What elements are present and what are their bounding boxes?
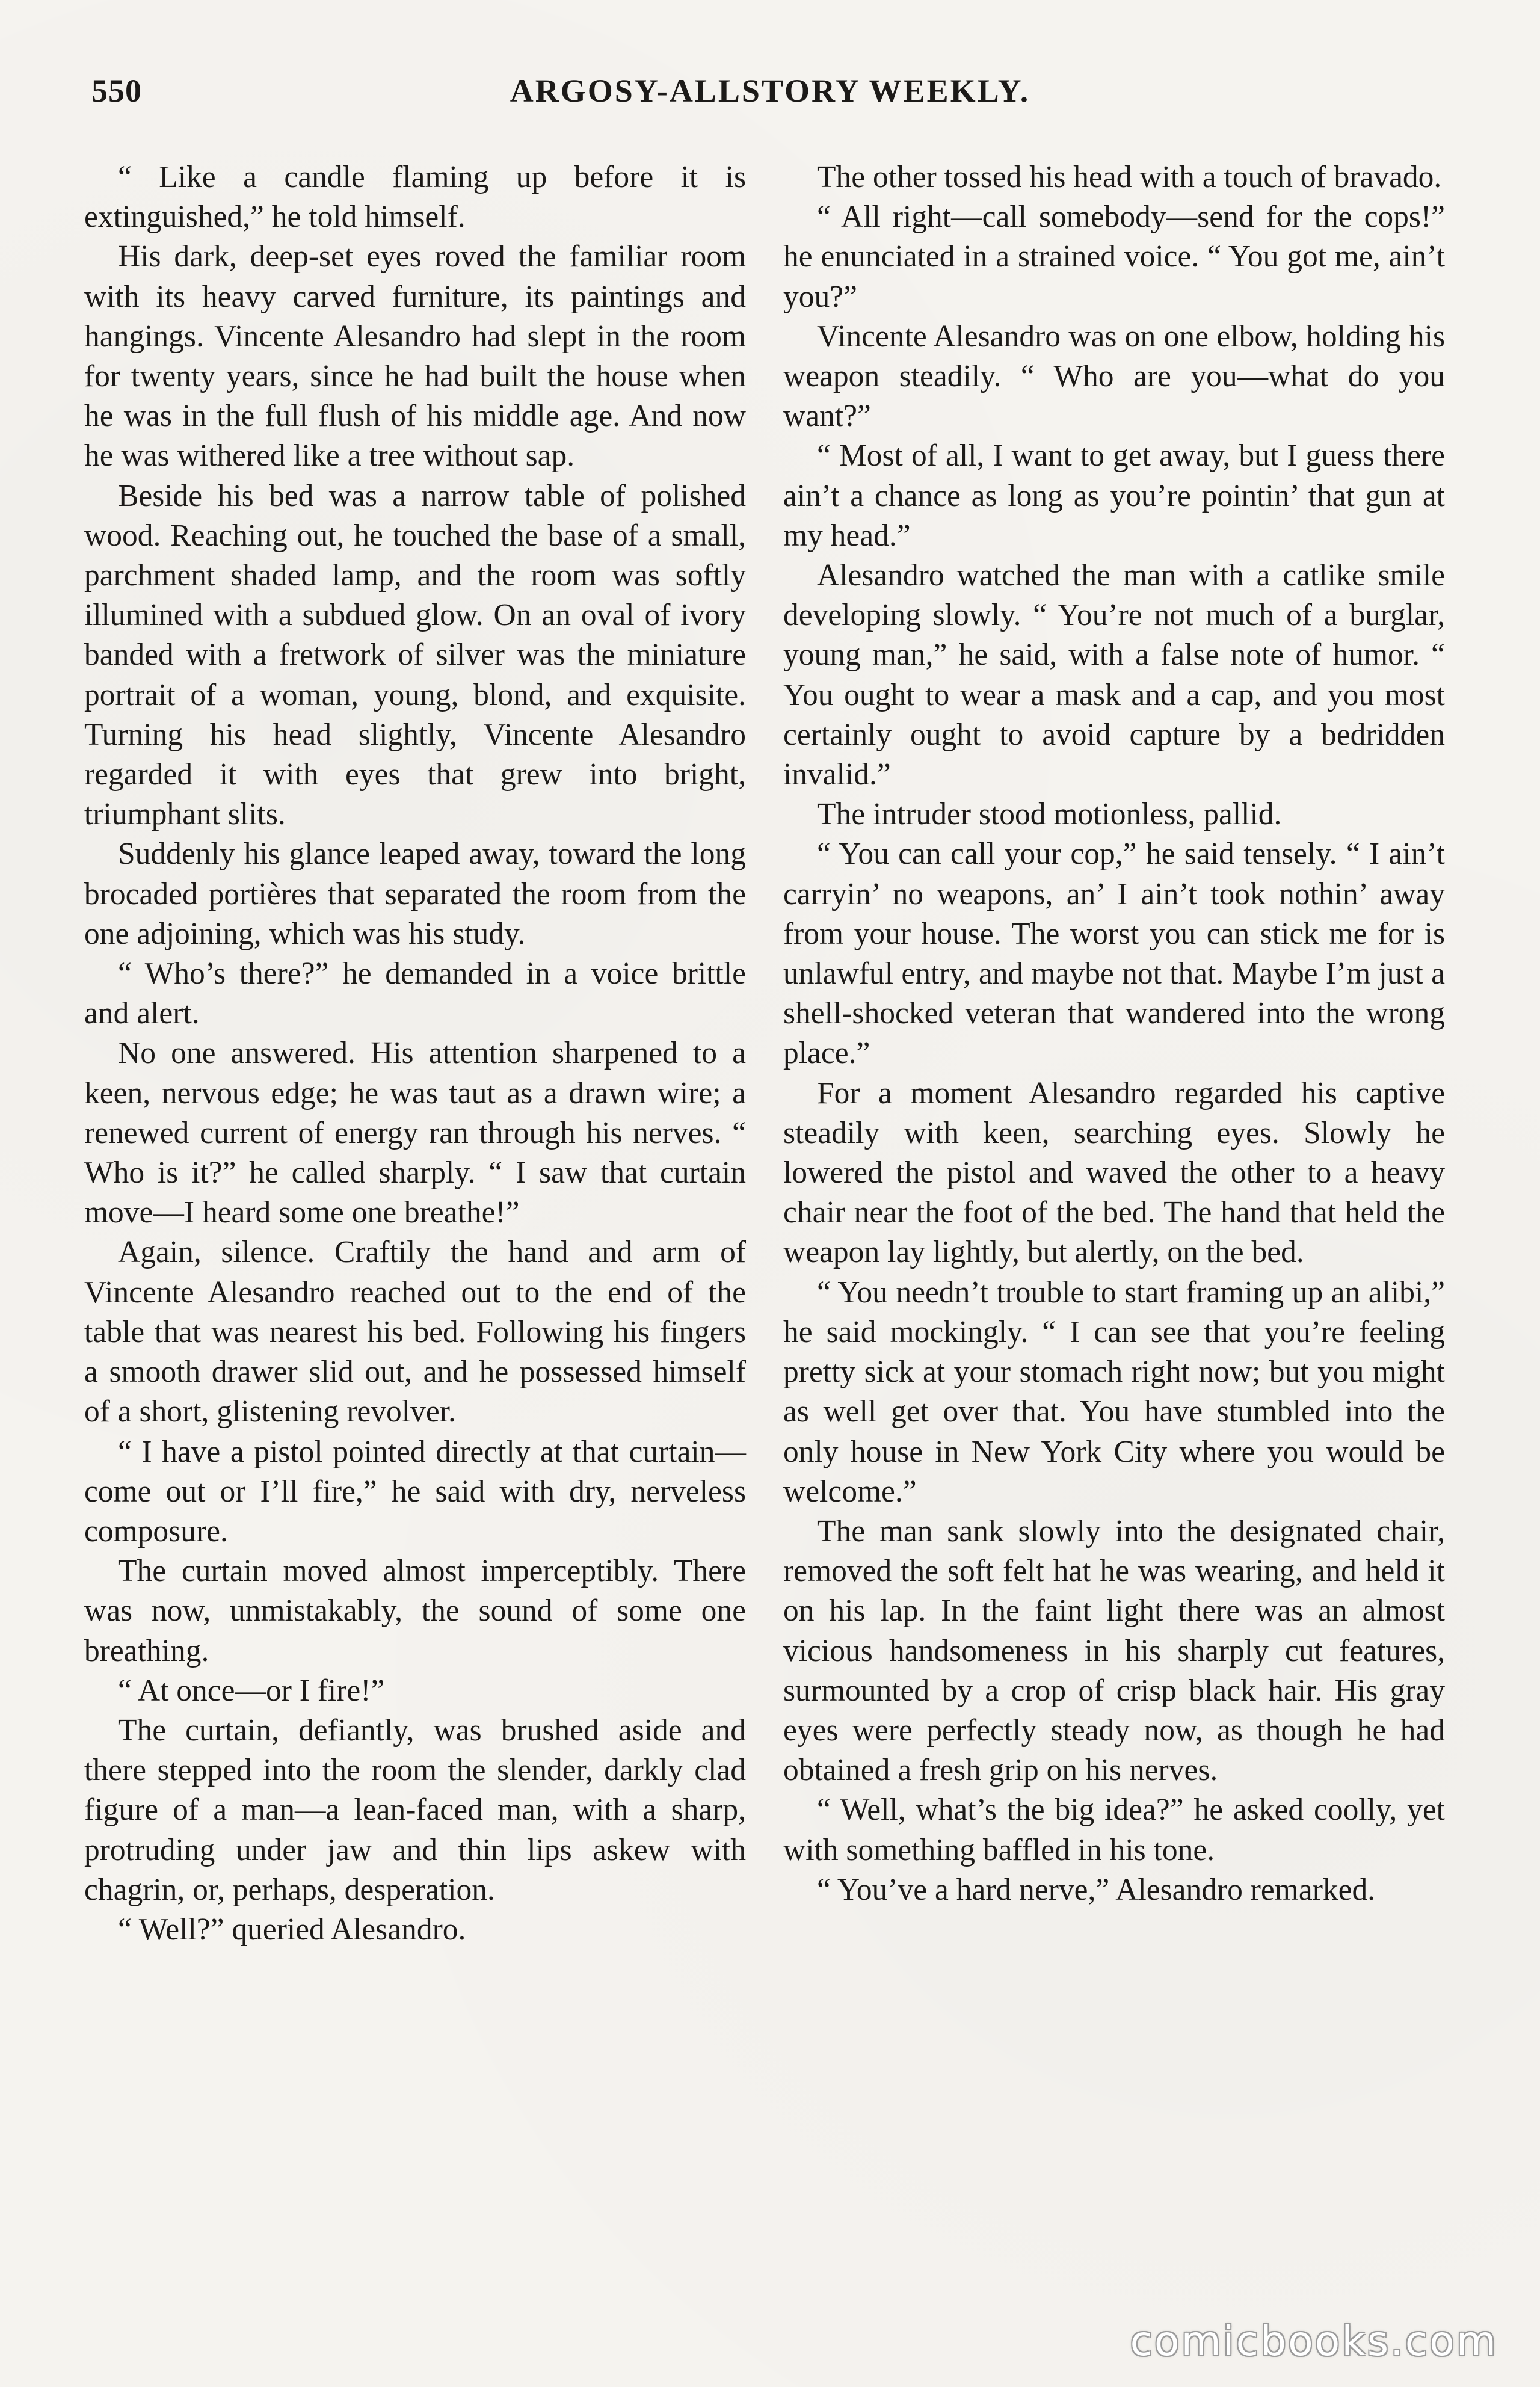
paragraph: The curtain moved almost imperceptibly. There was now, unmistakably, the sound of some one breathing. [84, 1554, 746, 1668]
paragraph: For a moment Alesandro regarded his captive steadily with keen, searching eyes. Slowly he lowered the pistol and waved the other to a heavy chair near the foot of the bed. The hand that held the weapon lay lightly, but alertly, on the bed. [783, 1076, 1445, 1270]
paragraph: “ You needn’t trouble to start framing up an alibi,” he said mockingly. “ I can see that you’re feeling pretty sick at your stomach right now; but you might as well get over that. You have stumbled into the only house in New York City where you would be welcome.” [783, 1275, 1445, 1509]
paragraph: The other tossed his head with a touch of bravado. [817, 160, 1442, 194]
paragraph: “ Who’s there?” he demanded in a voice brittle and alert. [84, 956, 746, 1031]
page-number: 550 [91, 73, 142, 109]
paragraph: Vincente Alesandro was on one elbow, holding his weapon steadily. “ Who are you—what do you want?” [783, 319, 1445, 434]
paragraph: Beside his bed was a narrow table of polished wood. Reaching out, he touched the base of a small, parchment shaded lamp, and the room was softly illumined with a subdued glow. On an oval of ivory banded with a fretwork of silver was the miniature portrait of a woman, young, blond, and exquisite. Turning his head slightly, Vincente Alesandro regarded it with eyes that grew into bright, triumphant slits. [84, 478, 746, 832]
right-column [783, 158, 1445, 1910]
running-title: ARGOSY-ALLSTORY WEEKLY. [510, 73, 1030, 109]
watermark-logo: comicbooks.com [1130, 2318, 1498, 2365]
paragraph: Alesandro watched the man with a catlike smile developing slowly. “ You’re not much of a burglar, young man,” he said, with a false note of humor. “ You ought to wear a mask and a cap, and you most certainly ought to avoid capture by a bedridden invalid.” [783, 558, 1445, 792]
paragraph: “ All right—call somebody—send for the cops!” he enunciated in a strained voice. “ You got me, ain’t you?” [783, 200, 1445, 314]
paragraph: Suddenly his glance leaped away, toward the long brocaded portières that separated the room from the one adjoining, which was his study. [84, 837, 746, 951]
paragraph: The curtain, defiantly, was brushed aside and there stepped into the room the slender, darkly clad figure of a man—a lean-faced man, with a sharp, protruding under jaw and thin lips askew with chagrin, or, perhaps, desperation. [84, 1713, 746, 1907]
paragraph: “ Well?” queried Alesandro. [118, 1912, 466, 1947]
paragraph: “ At once—or I fire!” [118, 1673, 385, 1708]
paragraph: “ Well, what’s the big idea?” he asked coolly, yet with something baffled in his tone. [783, 1793, 1445, 1867]
paragraph: The intruder stood motionless, pallid. [817, 797, 1282, 832]
paragraph: The man sank slowly into the designated chair, removed the soft felt hat he was wearing, and held it on his lap. In the faint light there was an almost vicious handsomeness in his sharply cut features, surmounted by a crop of crisp black hair. His gray eyes were perfectly steady now, as though he had obtained a fresh grip on his nerves. [783, 1514, 1445, 1788]
paragraph: His dark, deep-set eyes roved the familiar room with its heavy carved furniture, its paintings and hangings. Vincente Alesandro had slept in the room for twenty years, since he had built the house when he was in the full flush of his middle age. And now he was withered like a tree without sap. [84, 239, 746, 473]
left-column [84, 158, 746, 1950]
paragraph: “ Most of all, I want to get away, but I guess there ain’t a chance as long as you’re pointin’ that gun at my head.” [783, 439, 1445, 553]
paragraph: “ You’ve a hard nerve,” Alesandro remarked. [817, 1872, 1376, 1907]
page-header [91, 72, 1449, 126]
paragraph: “ I have a pistol pointed directly at that curtain—come out or I’ll fire,” he said with dry, nerveless composure. [84, 1434, 746, 1548]
paragraph: “ Like a candle flaming up before it is extinguished,” he told himself. [84, 160, 746, 235]
paragraph: No one answered. His attention sharpened to a keen, nervous edge; he was taut as a drawn wire; a renewed current of energy ran through his nerves. “ Who is it?” he called sharply. “ I saw that curtain move—I heard some one breathe!” [84, 1036, 746, 1230]
paragraph: “ You can call your cop,” he said tensely. “ I ain’t carryin’ no weapons, an’ I ain’t took nothin’ away from your house. The worst you can stick me for is unlawful entry, and maybe not that. Maybe I’m just a shell-shocked veteran that wandered into the wrong place.” [783, 837, 1445, 1071]
paragraph: Again, silence. Craftily the hand and arm of Vincente Alesandro reached out to the end of the table that was nearest his bed. Following his fingers a smooth drawer slid out, and he possessed himself of a short, glistening revolver. [84, 1235, 746, 1429]
